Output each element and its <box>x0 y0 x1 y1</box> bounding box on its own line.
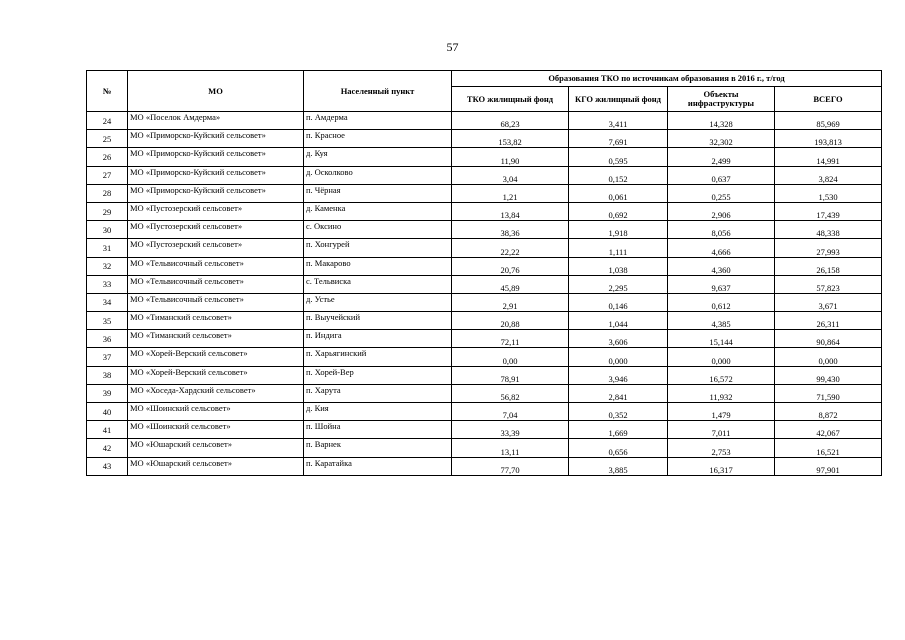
row-infrastructure: 2,499 <box>668 148 775 166</box>
row-total: 1,530 <box>775 184 882 202</box>
row-infrastructure: 2,906 <box>668 202 775 220</box>
row-infrastructure: 7,011 <box>668 421 775 439</box>
row-tko: 45,89 <box>452 275 569 293</box>
row-number: 39 <box>87 384 128 402</box>
table-row <box>87 330 882 348</box>
row-total: 90,864 <box>775 330 882 348</box>
table-row <box>87 148 882 166</box>
row-number: 29 <box>87 202 128 220</box>
row-infrastructure: 0,637 <box>668 166 775 184</box>
row-tko: 13,11 <box>452 439 569 457</box>
row-tko: 20,88 <box>452 312 569 330</box>
row-number: 43 <box>87 457 128 475</box>
row-tko: 38,36 <box>452 221 569 239</box>
row-tko: 56,82 <box>452 384 569 402</box>
table-row <box>87 239 882 257</box>
row-settlement: п. Каратайка <box>304 457 452 475</box>
row-kgo: 0,146 <box>569 293 668 311</box>
table-row <box>87 130 882 148</box>
row-mo: МО «Пустозерский сельсовет» <box>128 221 304 239</box>
row-mo: МО «Тельвисочный сельсовет» <box>128 293 304 311</box>
row-total: 85,969 <box>775 112 882 130</box>
row-kgo: 1,044 <box>569 312 668 330</box>
row-settlement: п. Хонгурей <box>304 239 452 257</box>
row-tko: 11,90 <box>452 148 569 166</box>
row-tko: 153,82 <box>452 130 569 148</box>
row-infrastructure: 2,753 <box>668 439 775 457</box>
row-kgo: 7,691 <box>569 130 668 148</box>
row-total: 27,993 <box>775 239 882 257</box>
row-settlement: д. Каменка <box>304 202 452 220</box>
header-infrastructure: Объекты инфраструктуры <box>668 87 775 112</box>
row-infrastructure: 0,000 <box>668 348 775 366</box>
row-infrastructure: 8,056 <box>668 221 775 239</box>
table-row <box>87 403 882 421</box>
row-tko: 0,00 <box>452 348 569 366</box>
row-settlement: п. Индига <box>304 330 452 348</box>
row-number: 42 <box>87 439 128 457</box>
row-mo: МО «Шоинский сельсовет» <box>128 421 304 439</box>
row-infrastructure: 4,385 <box>668 312 775 330</box>
row-kgo: 2,295 <box>569 275 668 293</box>
row-infrastructure: 16,317 <box>668 457 775 475</box>
page-number: 57 <box>446 40 459 54</box>
row-infrastructure: 16,572 <box>668 366 775 384</box>
row-number: 27 <box>87 166 128 184</box>
table-header-row <box>87 71 882 87</box>
table-row <box>87 221 882 239</box>
table-row <box>87 112 882 130</box>
row-total: 193,813 <box>775 130 882 148</box>
waste-generation-table <box>86 70 882 476</box>
row-number: 40 <box>87 403 128 421</box>
row-mo: МО «Тельвисочный сельсовет» <box>128 275 304 293</box>
row-mo: МО «Хоседа-Хардский сельсовет» <box>128 384 304 402</box>
table-row <box>87 184 882 202</box>
row-settlement: п. Харута <box>304 384 452 402</box>
row-kgo: 0,595 <box>569 148 668 166</box>
row-mo: МО «Хорей-Верский сельсовет» <box>128 348 304 366</box>
row-number: 33 <box>87 275 128 293</box>
row-total: 8,872 <box>775 403 882 421</box>
row-settlement: п. Выучейский <box>304 312 452 330</box>
row-kgo: 0,061 <box>569 184 668 202</box>
row-total: 17,439 <box>775 202 882 220</box>
row-kgo: 2,841 <box>569 384 668 402</box>
row-tko: 22,22 <box>452 239 569 257</box>
table-row <box>87 293 882 311</box>
row-settlement: д. Устье <box>304 293 452 311</box>
row-mo: МО «Тиманский сельсовет» <box>128 312 304 330</box>
table-row <box>87 421 882 439</box>
row-infrastructure: 32,302 <box>668 130 775 148</box>
table-row <box>87 257 882 275</box>
row-settlement: д. Куя <box>304 148 452 166</box>
row-settlement: п. Амдерма <box>304 112 452 130</box>
row-settlement: с. Оксино <box>304 221 452 239</box>
row-infrastructure: 0,612 <box>668 293 775 311</box>
row-settlement: д. Кия <box>304 403 452 421</box>
row-mo: МО «Юшарский сельсовет» <box>128 439 304 457</box>
row-infrastructure: 0,255 <box>668 184 775 202</box>
row-number: 37 <box>87 348 128 366</box>
row-number: 35 <box>87 312 128 330</box>
row-infrastructure: 4,666 <box>668 239 775 257</box>
row-mo: МО «Шоинский сельсовет» <box>128 403 304 421</box>
row-kgo: 1,918 <box>569 221 668 239</box>
header-total: ВСЕГО <box>775 87 882 112</box>
row-total: 26,158 <box>775 257 882 275</box>
header-num: № <box>87 71 128 112</box>
row-number: 28 <box>87 184 128 202</box>
row-number: 36 <box>87 330 128 348</box>
row-kgo: 0,152 <box>569 166 668 184</box>
row-kgo: 3,606 <box>569 330 668 348</box>
row-tko: 13,84 <box>452 202 569 220</box>
row-mo: МО «Тельвисочный сельсовет» <box>128 257 304 275</box>
row-mo: МО «Приморско-Куйский сельсовет» <box>128 130 304 148</box>
row-kgo: 1,669 <box>569 421 668 439</box>
row-tko: 72,11 <box>452 330 569 348</box>
row-settlement: п. Красное <box>304 130 452 148</box>
row-number: 30 <box>87 221 128 239</box>
table-row <box>87 348 882 366</box>
row-settlement: п. Харьягинский <box>304 348 452 366</box>
row-number: 41 <box>87 421 128 439</box>
row-number: 25 <box>87 130 128 148</box>
row-mo: МО «Приморско-Куйский сельсовет» <box>128 148 304 166</box>
row-total: 42,067 <box>775 421 882 439</box>
row-total: 99,430 <box>775 366 882 384</box>
row-settlement: п. Хорей-Вер <box>304 366 452 384</box>
table-row <box>87 202 882 220</box>
row-total: 48,338 <box>775 221 882 239</box>
row-kgo: 0,352 <box>569 403 668 421</box>
row-mo: МО «Юшарский сельсовет» <box>128 457 304 475</box>
row-number: 24 <box>87 112 128 130</box>
row-settlement: п. Макарово <box>304 257 452 275</box>
row-kgo: 1,038 <box>569 257 668 275</box>
row-mo: МО «Поселок Амдерма» <box>128 112 304 130</box>
row-mo: МО «Пустозерский сельсовет» <box>128 202 304 220</box>
row-total: 14,991 <box>775 148 882 166</box>
row-number: 32 <box>87 257 128 275</box>
row-kgo: 1,111 <box>569 239 668 257</box>
row-number: 34 <box>87 293 128 311</box>
row-infrastructure: 14,328 <box>668 112 775 130</box>
row-total: 71,590 <box>775 384 882 402</box>
row-mo: МО «Приморско-Куйский сельсовет» <box>128 184 304 202</box>
row-settlement: п. Чёрная <box>304 184 452 202</box>
row-mo: МО «Приморско-Куйский сельсовет» <box>128 166 304 184</box>
row-tko: 78,91 <box>452 366 569 384</box>
row-kgo: 0,000 <box>569 348 668 366</box>
table-row <box>87 366 882 384</box>
row-tko: 77,70 <box>452 457 569 475</box>
row-total: 26,311 <box>775 312 882 330</box>
row-number: 31 <box>87 239 128 257</box>
row-tko: 33,39 <box>452 421 569 439</box>
row-tko: 68,23 <box>452 112 569 130</box>
row-infrastructure: 4,360 <box>668 257 775 275</box>
table-row <box>87 312 882 330</box>
row-tko: 7,04 <box>452 403 569 421</box>
row-infrastructure: 1,479 <box>668 403 775 421</box>
table-row <box>87 439 882 457</box>
row-total: 0,000 <box>775 348 882 366</box>
row-tko: 2,91 <box>452 293 569 311</box>
table-body <box>87 112 882 476</box>
row-settlement: п. Варнек <box>304 439 452 457</box>
table-row <box>87 166 882 184</box>
row-mo: МО «Тиманский сельсовет» <box>128 330 304 348</box>
header-mo: МО <box>128 71 304 112</box>
row-infrastructure: 9,637 <box>668 275 775 293</box>
row-infrastructure: 15,144 <box>668 330 775 348</box>
row-infrastructure: 11,932 <box>668 384 775 402</box>
row-total: 3,671 <box>775 293 882 311</box>
row-settlement: п. Шойна <box>304 421 452 439</box>
row-total: 57,823 <box>775 275 882 293</box>
header-tko: ТКО жилищный фонд <box>452 87 569 112</box>
row-kgo: 3,946 <box>569 366 668 384</box>
row-tko: 3,04 <box>452 166 569 184</box>
row-number: 26 <box>87 148 128 166</box>
row-number: 38 <box>87 366 128 384</box>
row-tko: 20,76 <box>452 257 569 275</box>
row-tko: 1,21 <box>452 184 569 202</box>
header-settlement: Населенный пункт <box>304 71 452 112</box>
row-total: 97,901 <box>775 457 882 475</box>
row-kgo: 0,656 <box>569 439 668 457</box>
row-total: 16,521 <box>775 439 882 457</box>
row-kgo: 3,411 <box>569 112 668 130</box>
row-mo: МО «Хорей-Верский сельсовет» <box>128 366 304 384</box>
header-kgo: КГО жилищный фонд <box>569 87 668 112</box>
table-row <box>87 384 882 402</box>
row-kgo: 0,692 <box>569 202 668 220</box>
row-settlement: с. Тельвиска <box>304 275 452 293</box>
header-group: Образования ТКО по источникам образования в 2016 г., т/год <box>452 71 882 87</box>
table-row <box>87 275 882 293</box>
row-total: 3,824 <box>775 166 882 184</box>
table-row <box>87 457 882 475</box>
row-mo: МО «Пустозерский сельсовет» <box>128 239 304 257</box>
row-kgo: 3,885 <box>569 457 668 475</box>
row-settlement: д. Осколково <box>304 166 452 184</box>
